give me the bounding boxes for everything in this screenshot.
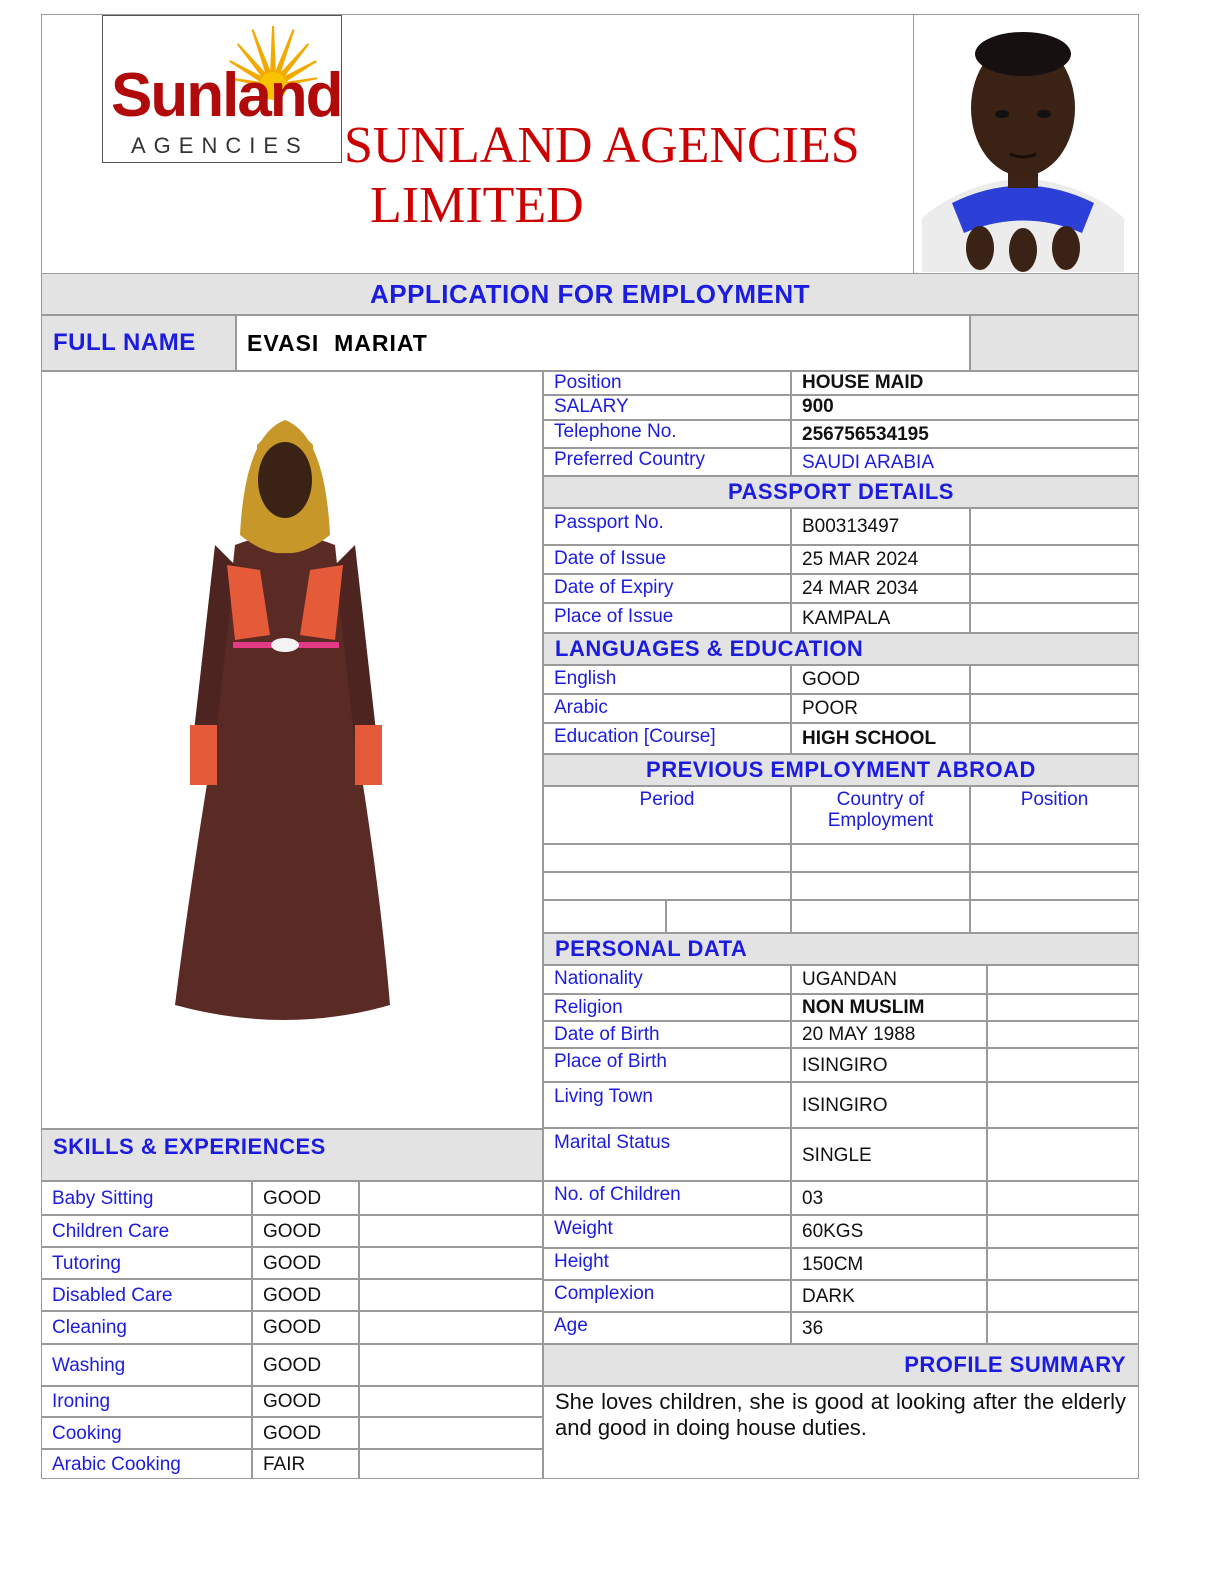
english-label: English — [554, 668, 617, 689]
skill-label-cleaning: Cleaning — [52, 1317, 127, 1338]
arabic-value: POOR — [802, 698, 858, 719]
period-header: Period — [639, 789, 695, 810]
passport-title: PASSPORT DETAILS — [728, 479, 954, 504]
employment-row-3-period-b — [666, 900, 791, 933]
skill-label-cooking: Cooking — [52, 1422, 122, 1444]
preferred-country-value: SAUDI ARABIA — [802, 452, 934, 473]
full-name-label: FULL NAME — [53, 329, 196, 356]
place-of-issue-value: KAMPALA — [802, 607, 891, 629]
salary-label-cell — [543, 395, 791, 420]
date-of-birth-value-cell — [791, 1021, 987, 1048]
children-label-cell — [543, 1181, 791, 1215]
personal-data-header — [543, 933, 1139, 965]
age-label-cell — [543, 1312, 791, 1344]
logo-main-text: Sunland — [111, 61, 342, 130]
date-of-issue-label: Date of Issue — [554, 548, 666, 569]
passport-no-extra-cell — [970, 508, 1139, 545]
religion-extra-cell — [987, 994, 1139, 1021]
date-of-expiry-label: Date of Expiry — [554, 577, 674, 598]
education-value: HIGH SCHOOL — [802, 728, 937, 749]
english-label-cell — [543, 665, 791, 694]
full-name-value: EVASI MARIAT — [247, 329, 428, 356]
skill-label-tutoring: Tutoring — [52, 1252, 121, 1274]
date-of-expiry-label-cell — [543, 574, 791, 603]
position-header: Position — [1020, 789, 1089, 810]
period-header-cell — [543, 786, 791, 844]
skill-value-cooking-cell — [252, 1417, 359, 1449]
arabic-label-cell — [543, 694, 791, 723]
skill-label-washing-cell — [41, 1344, 252, 1386]
employment-row-2-position — [970, 872, 1139, 900]
age-extra-cell — [987, 1312, 1139, 1344]
full-name-value-cell — [236, 315, 970, 371]
form-title: APPLICATION FOR EMPLOYMENT — [369, 278, 811, 309]
skill-label-baby-sitting-cell — [41, 1181, 252, 1215]
skill-value-baby-sitting-cell — [252, 1181, 359, 1215]
skills-header — [41, 1129, 543, 1181]
place-of-issue-value-cell — [791, 603, 970, 633]
arabic-extra-cell — [970, 694, 1139, 723]
skill-value-ironing: GOOD — [263, 1391, 322, 1412]
employment-row-1-country — [791, 844, 970, 872]
complexion-extra-cell — [987, 1280, 1139, 1312]
skill-label-ironing-cell — [41, 1386, 252, 1417]
height-value: 150CM — [802, 1253, 864, 1275]
height-extra-cell — [987, 1248, 1139, 1280]
place-of-issue-label: Place of Issue — [554, 606, 674, 627]
languages-header — [543, 633, 1139, 665]
children-value: 03 — [802, 1187, 824, 1209]
living-town-label-cell — [543, 1082, 791, 1128]
employment-row-2-country — [791, 872, 970, 900]
date-of-birth-label: Date of Birth — [554, 1024, 660, 1045]
place-of-birth-label: Place of Birth — [554, 1051, 667, 1072]
english-value: GOOD — [802, 669, 861, 690]
marital-status-label-cell — [543, 1128, 791, 1181]
employment-row-3-country — [791, 900, 970, 933]
date-of-expiry-value-cell — [791, 574, 970, 603]
weight-extra-cell — [987, 1215, 1139, 1248]
complexion-label: Complexion — [554, 1283, 655, 1304]
skill-value-cleaning-cell — [252, 1311, 359, 1344]
skill-label-cooking-cell — [41, 1417, 252, 1449]
passport-no-value: B00313497 — [802, 516, 900, 537]
skill-value-arabic-cooking: FAIR — [263, 1453, 306, 1475]
skill-value-children-care-cell — [252, 1215, 359, 1247]
skill-label-arabic-cooking: Arabic Cooking — [52, 1453, 181, 1475]
company-title-line1: SUNLAND AGENCIES — [344, 117, 860, 174]
arabic-value-cell — [791, 694, 970, 723]
date-of-birth-extra-cell — [987, 1021, 1139, 1048]
marital-status-label: Marital Status — [554, 1132, 671, 1153]
employment-row-1-position — [970, 844, 1139, 872]
education-value-cell — [791, 723, 970, 754]
skill-label-children-care: Children Care — [52, 1220, 170, 1242]
skill-value-disabled-care-cell — [252, 1279, 359, 1311]
height-value-cell — [791, 1248, 987, 1280]
profile-summary-body — [543, 1386, 1139, 1479]
skill-value-cleaning: GOOD — [263, 1317, 322, 1338]
skill-value-washing-cell — [252, 1344, 359, 1386]
children-label: No. of Children — [554, 1184, 681, 1205]
position-value-cell — [791, 371, 1139, 395]
marital-status-value-cell — [791, 1128, 987, 1181]
skill-extra-disabled-care-cell — [359, 1279, 543, 1311]
place-of-issue-label-cell — [543, 603, 791, 633]
skill-label-disabled-care-cell — [41, 1279, 252, 1311]
age-label: Age — [554, 1315, 588, 1336]
weight-label: Weight — [554, 1218, 613, 1239]
preferred-country-label-cell — [543, 448, 791, 476]
passport-header — [543, 476, 1139, 508]
religion-value: NON MUSLIM — [802, 997, 925, 1018]
profile-summary-title: PROFILE SUMMARY — [904, 1352, 1126, 1377]
skill-extra-cooking-cell — [359, 1417, 543, 1449]
profile-summary-text: She loves children, she is good at looking after the elderly and good in doing house duties. — [555, 1389, 1126, 1440]
skill-extra-arabic-cooking-cell — [359, 1449, 543, 1479]
country-header-cell — [791, 786, 970, 844]
previous-employment-header — [543, 754, 1139, 786]
english-extra-cell — [970, 665, 1139, 694]
children-value-cell — [791, 1181, 987, 1215]
preferred-country-label: Preferred Country — [554, 449, 706, 470]
nationality-extra-cell — [987, 965, 1139, 994]
passport-no-label: Passport No. — [554, 512, 664, 533]
date-of-birth-label-cell — [543, 1021, 791, 1048]
skill-value-baby-sitting: GOOD — [263, 1187, 322, 1209]
place-of-birth-label-cell — [543, 1048, 791, 1082]
age-value: 36 — [802, 1317, 824, 1339]
date-of-issue-value-cell — [791, 545, 970, 574]
previous-employment-title: PREVIOUS EMPLOYMENT ABROAD — [646, 757, 1036, 782]
passport-no-label-cell — [543, 508, 791, 545]
nationality-label: Nationality — [554, 968, 643, 989]
languages-title: LANGUAGES & EDUCATION — [555, 636, 864, 661]
skill-label-washing: Washing — [52, 1354, 126, 1376]
date-of-issue-value: 25 MAR 2024 — [802, 549, 919, 570]
full-name-empty-cell — [970, 315, 1139, 371]
height-label-cell — [543, 1248, 791, 1280]
full-body-photo — [165, 405, 405, 1045]
place-of-birth-value: ISINGIRO — [802, 1054, 888, 1076]
skill-value-children-care: GOOD — [263, 1220, 322, 1242]
logo-sub-text: AGENCIES — [131, 133, 309, 158]
skill-extra-cleaning-cell — [359, 1311, 543, 1344]
salary-value-cell — [791, 395, 1139, 420]
skill-extra-children-care-cell — [359, 1215, 543, 1247]
skill-value-washing: GOOD — [263, 1354, 322, 1376]
nationality-value-cell — [791, 965, 987, 994]
skill-label-cleaning-cell — [41, 1311, 252, 1344]
education-extra-cell — [970, 723, 1139, 754]
skill-value-tutoring: GOOD — [263, 1252, 322, 1274]
weight-label-cell — [543, 1215, 791, 1248]
skill-value-cooking: GOOD — [263, 1422, 322, 1444]
place-of-birth-extra-cell — [987, 1048, 1139, 1082]
personal-data-title: PERSONAL DATA — [555, 936, 748, 961]
religion-label: Religion — [554, 997, 623, 1018]
telephone-label-cell — [543, 420, 791, 448]
preferred-country-value-cell — [791, 448, 1139, 476]
skill-label-tutoring-cell — [41, 1247, 252, 1279]
position-label-cell — [543, 371, 791, 395]
weight-value: 60KGS — [802, 1221, 864, 1242]
children-extra-cell — [987, 1181, 1139, 1215]
skill-label-disabled-care: Disabled Care — [52, 1284, 173, 1306]
salary-label: SALARY — [554, 396, 629, 417]
nationality-label-cell — [543, 965, 791, 994]
position-header-cell — [970, 786, 1139, 844]
arabic-label: Arabic — [554, 697, 608, 718]
skill-extra-washing-cell — [359, 1344, 543, 1386]
skills-title: SKILLS & EXPERIENCES — [53, 1134, 326, 1159]
telephone-value: 256756534195 — [802, 424, 929, 445]
employment-row-1-period — [543, 844, 791, 872]
religion-label-cell — [543, 994, 791, 1021]
complexion-value: DARK — [802, 1285, 855, 1307]
skill-value-ironing-cell — [252, 1386, 359, 1417]
company-logo — [102, 15, 342, 163]
date-of-expiry-extra-cell — [970, 574, 1139, 603]
living-town-value: ISINGIRO — [802, 1094, 888, 1116]
complexion-label-cell — [543, 1280, 791, 1312]
skill-value-disabled-care: GOOD — [263, 1284, 322, 1306]
weight-value-cell — [791, 1215, 987, 1248]
date-of-expiry-value: 24 MAR 2034 — [802, 578, 919, 599]
passport-no-value-cell — [791, 508, 970, 545]
place-of-birth-value-cell — [791, 1048, 987, 1082]
position-value: HOUSE MAID — [802, 372, 924, 393]
height-label: Height — [554, 1251, 609, 1272]
skill-extra-baby-sitting-cell — [359, 1181, 543, 1215]
date-of-issue-extra-cell — [970, 545, 1139, 574]
salary-value: 900 — [802, 396, 834, 417]
english-value-cell — [791, 665, 970, 694]
portrait-photo — [922, 18, 1124, 272]
living-town-extra-cell — [987, 1082, 1139, 1128]
age-value-cell — [791, 1312, 987, 1344]
skill-value-arabic-cooking-cell — [252, 1449, 359, 1479]
employment-row-3-position — [970, 900, 1139, 933]
employment-row-2-period — [543, 872, 791, 900]
skill-label-ironing: Ironing — [52, 1391, 111, 1412]
place-of-issue-extra-cell — [970, 603, 1139, 633]
telephone-value-cell — [791, 420, 1139, 448]
marital-status-extra-cell — [987, 1128, 1139, 1181]
employment-row-3-period-a — [543, 900, 666, 933]
date-of-issue-label-cell — [543, 545, 791, 574]
living-town-value-cell — [791, 1082, 987, 1128]
skill-extra-ironing-cell — [359, 1386, 543, 1417]
skill-value-tutoring-cell — [252, 1247, 359, 1279]
skill-label-arabic-cooking-cell — [41, 1449, 252, 1479]
company-title-line2: LIMITED — [370, 177, 584, 234]
full-name-label-cell — [41, 315, 236, 371]
profile-summary-header — [543, 1344, 1139, 1386]
skill-extra-tutoring-cell — [359, 1247, 543, 1279]
telephone-label: Telephone No. — [554, 421, 677, 442]
religion-value-cell — [791, 994, 987, 1021]
date-of-birth-value: 20 MAY 1988 — [802, 1024, 916, 1045]
skill-label-baby-sitting: Baby Sitting — [52, 1187, 154, 1209]
education-label-cell — [543, 723, 791, 754]
complexion-value-cell — [791, 1280, 987, 1312]
skill-label-children-care-cell — [41, 1215, 252, 1247]
education-label: Education [Course] — [554, 726, 716, 747]
living-town-label: Living Town — [554, 1086, 653, 1107]
form-title-bar — [41, 273, 1139, 315]
position-label: Position — [554, 372, 622, 393]
country-header: Country of Employment — [827, 789, 934, 831]
nationality-value: UGANDAN — [802, 969, 898, 990]
marital-status-value: SINGLE — [802, 1145, 872, 1166]
